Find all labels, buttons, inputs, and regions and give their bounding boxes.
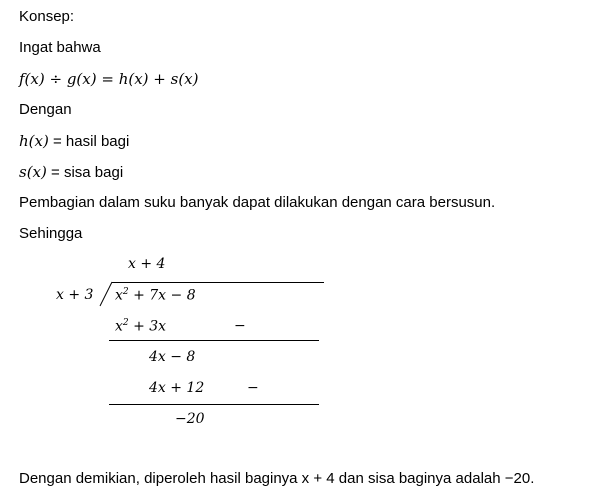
sisa-bagi-definition	[19, 163, 123, 181]
step1-x: x	[115, 318, 123, 335]
division-bracket	[98, 281, 114, 307]
quotient: x + 4	[128, 256, 166, 272]
subtract-line-1	[109, 340, 319, 341]
final-remainder: −20	[175, 411, 205, 427]
divisor: x + 3	[56, 287, 94, 303]
subtract-line-2	[109, 404, 319, 405]
h-definition-text: = hasil bagi	[48, 133, 130, 150]
subtract-step-2: 4x + 12	[149, 380, 205, 396]
dividend	[115, 287, 196, 304]
minus-sign-1: −	[234, 318, 246, 334]
s-function: s(x)	[19, 163, 47, 181]
division-bar	[112, 282, 324, 283]
step1-rest: + 3x	[128, 318, 167, 335]
division-formula: f(x) ÷ g(x) = h(x) + s(x)	[19, 70, 199, 88]
hasil-bagi-definition	[19, 132, 129, 150]
step1-exponent: 2	[122, 318, 129, 328]
konsep-label: Konsep:	[19, 8, 75, 25]
dengan-text: Dengan	[19, 101, 72, 118]
pembagian-text: Pembagian dalam suku banyak dapat dilakukan dengan cara bersusun.	[19, 194, 496, 211]
subtract-step-1	[115, 318, 166, 335]
remainder-1: 4x − 8	[149, 349, 196, 365]
sehingga-text: Sehingga	[19, 225, 83, 242]
minus-sign-2: −	[247, 380, 259, 396]
s-definition-text: = sisa bagi	[46, 164, 124, 181]
h-function: h(x)	[19, 132, 49, 150]
conclusion-text: Dengan demikian, diperoleh hasil baginya x + 4 dan sisa baginya adalah −20.	[19, 470, 535, 487]
dividend-exponent: 2	[122, 287, 129, 297]
dividend-x: x	[115, 287, 123, 304]
dividend-rest: + 7x − 8	[128, 287, 196, 304]
ingat-bahwa-text: Ingat bahwa	[19, 39, 101, 56]
